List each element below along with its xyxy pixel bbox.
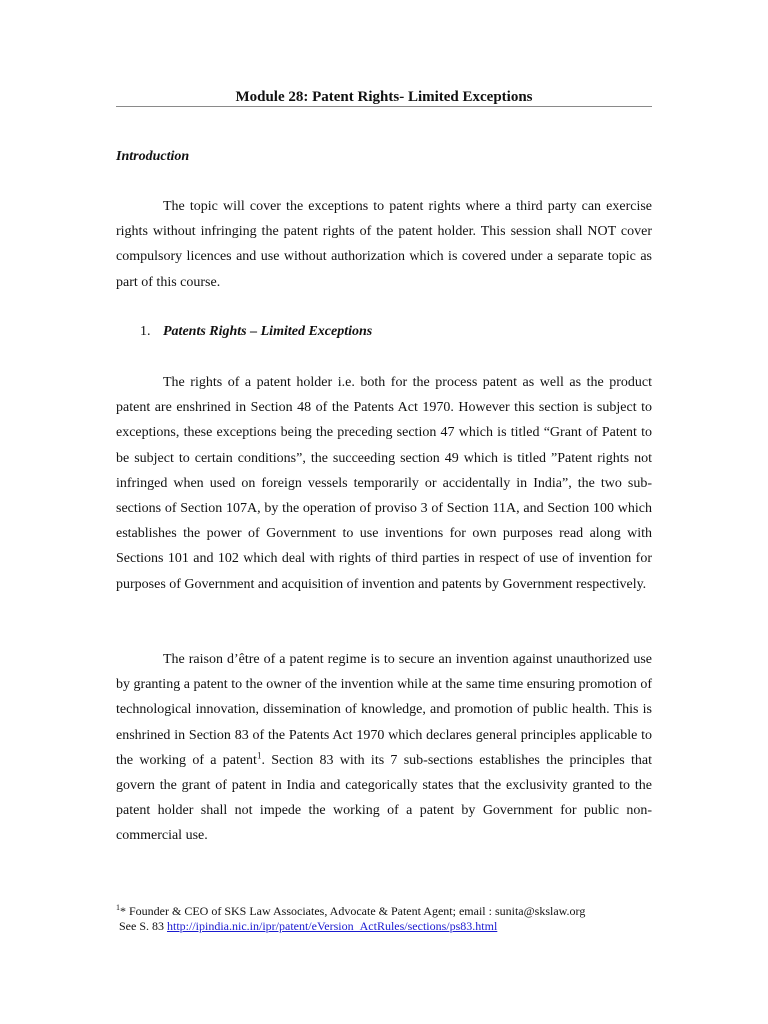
footnote-1 <box>116 904 676 919</box>
title-divider <box>116 106 652 107</box>
page-title: Module 28: Patent Rights- Limited Exceptions <box>235 89 533 105</box>
footnote-1-text: * Founder & CEO of SKS Law Associates, Advocate & Patent Agent; email : sunita@skslaw.org <box>120 904 586 918</box>
footnote-reference[interactable]: 1 <box>256 750 262 761</box>
footnote-2-link[interactable]: http://ipindia.nic.in/ipr/patent/eVersion_ActRules/sections/ps83.html <box>167 919 498 933</box>
footnote-2-prefix: See S. 83 <box>119 919 167 933</box>
footnotes <box>116 904 676 934</box>
paragraph-patent-rights: The rights of a patent holder i.e. both for the process patent as well as the product patent are enshrined in Section 48 of the Patents Act 1970. However this section is subject to exceptions, these exceptions being the preceding section 47 which is titled “Grant of Patent to be subject to certain conditions”, the succeeding section 49 which is titled ”Patent rights not infringed when used on foreign vessels temporarily or accidentally in India”, the two sub-sections of Section 107A, by the operation of proviso 3 of Section 11A, and Section 100 which establishes the power of Government to use inventions for own purposes read along with Sections 101 and 102 which deal with rights of third parties in respect of use of invention for purposes of Government and acquisition of invention and patents by Government respectively. <box>116 375 652 592</box>
footnote-2 <box>116 919 676 934</box>
paragraph-3-text-start: The raison d’être of a patent regime is to secure an invention against unauthorized use by granting a patent to the owner of the invention while at the same time ensuring promotion of technological innovation, dissemination of knowledge, and promotion of public health. This is enshrined in Section 83 of the Patents Act 1970 which declares general principles applicable to the working of a patent <box>116 652 652 768</box>
introduction-heading: Introduction <box>116 149 190 164</box>
introduction-paragraph: The topic will cover the exceptions to patent rights where a third party can exercise rights without infringing the patent rights of the patent holder. This session shall NOT cover compulsory licences and use without authorization which is covered under a separate topic as part of this course. <box>116 199 652 290</box>
paragraph-raison-detre <box>116 647 652 849</box>
section-1-number: 1. <box>140 324 151 339</box>
section-1-heading <box>140 323 372 341</box>
paragraph-3-text-end: . Section 83 with its 7 sub-sections establishes the principles that govern the grant of patent in India and categorically states that the exclusivity granted to the patent holder shall not impede the working of a patent by Government for public non-commercial use. <box>116 752 652 844</box>
section-1-title: Patents Rights – Limited Exceptions <box>163 324 373 339</box>
footnote-1-marker: 1 <box>116 903 120 912</box>
